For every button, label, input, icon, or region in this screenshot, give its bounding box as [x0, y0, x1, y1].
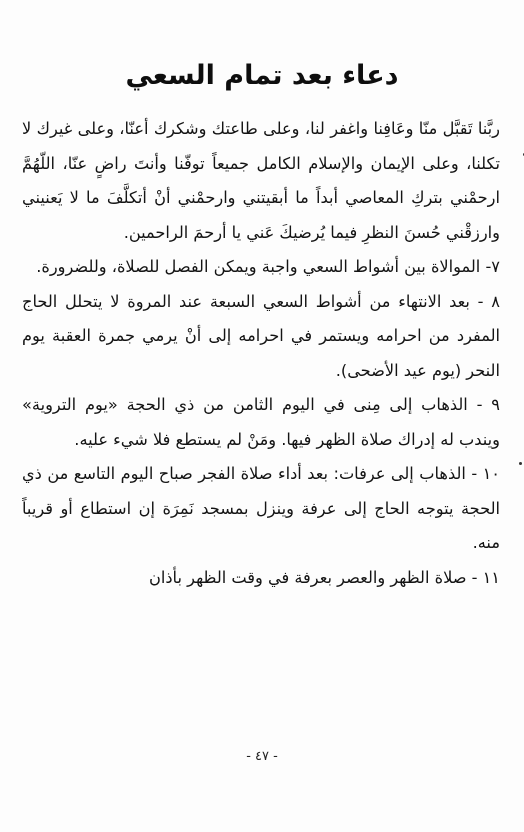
- page-body: [22, 112, 500, 595]
- page-number: - ٤٧ -: [246, 749, 278, 764]
- list-item-9: ٩ - الذهاب إلى مِنى في اليوم الثامن من ذي الحجة «يوم التروية» ويندب له إدراك صلاة الظهر فيها. ومَنْ لم يستطع فلا شيء عليه.: [22, 395, 500, 449]
- dua-paragraph: ربَّنا تَقبَّل منّا وعَافِنا واغفر لنا، وعلى طاعتك وشكرك أعنّا، وعلى غيرك لا تكلنا، وعلى الإيمان والإسلام الكامل جميعاً توفّنا وأنتَ راضٍ عنّا، اللّهُمَّ ارحمْني بتركِ المعاصي أبداً ما أبقيتني وارحمْني أنْ أتكلَّفَ ما لا يَعنيني وارزقْني حُسنَ النظرِ فيما يُرضيكَ عَني يا أرحمَ الراحمين.: [22, 119, 500, 242]
- list-item-11: ١١ - صلاة الظهر والعصر بعرفة في وقت الظهر بأذان: [148, 567, 500, 587]
- list-item-10: ١٠ - الذهاب إلى عرفات: بعد أداء صلاة الفجر صباح اليوم التاسع من ذي الحجة يتوجه الحاج إلى عرفة وينزل بمسجد نَمِرَة إن استطاع أو قريباً منه.: [22, 464, 500, 552]
- list-item-7: ٧- الموالاة بين أشواط السعي واجبة ويمكن الفصل للصلاة، وللضرورة.: [36, 257, 500, 276]
- list-item-8: ٨ - بعد الانتهاء من أشواط السعي السبعة عند المروة لا يتحلل الحاج المفرد من احرامه ويستمر في احرامه إلى أنْ يرمي جمرة العقبة يوم النحر (يوم عيد الأضحى).: [22, 291, 500, 380]
- margin-dot-2: [519, 462, 522, 465]
- page-title: دعاء بعد تمام السعي: [125, 60, 399, 91]
